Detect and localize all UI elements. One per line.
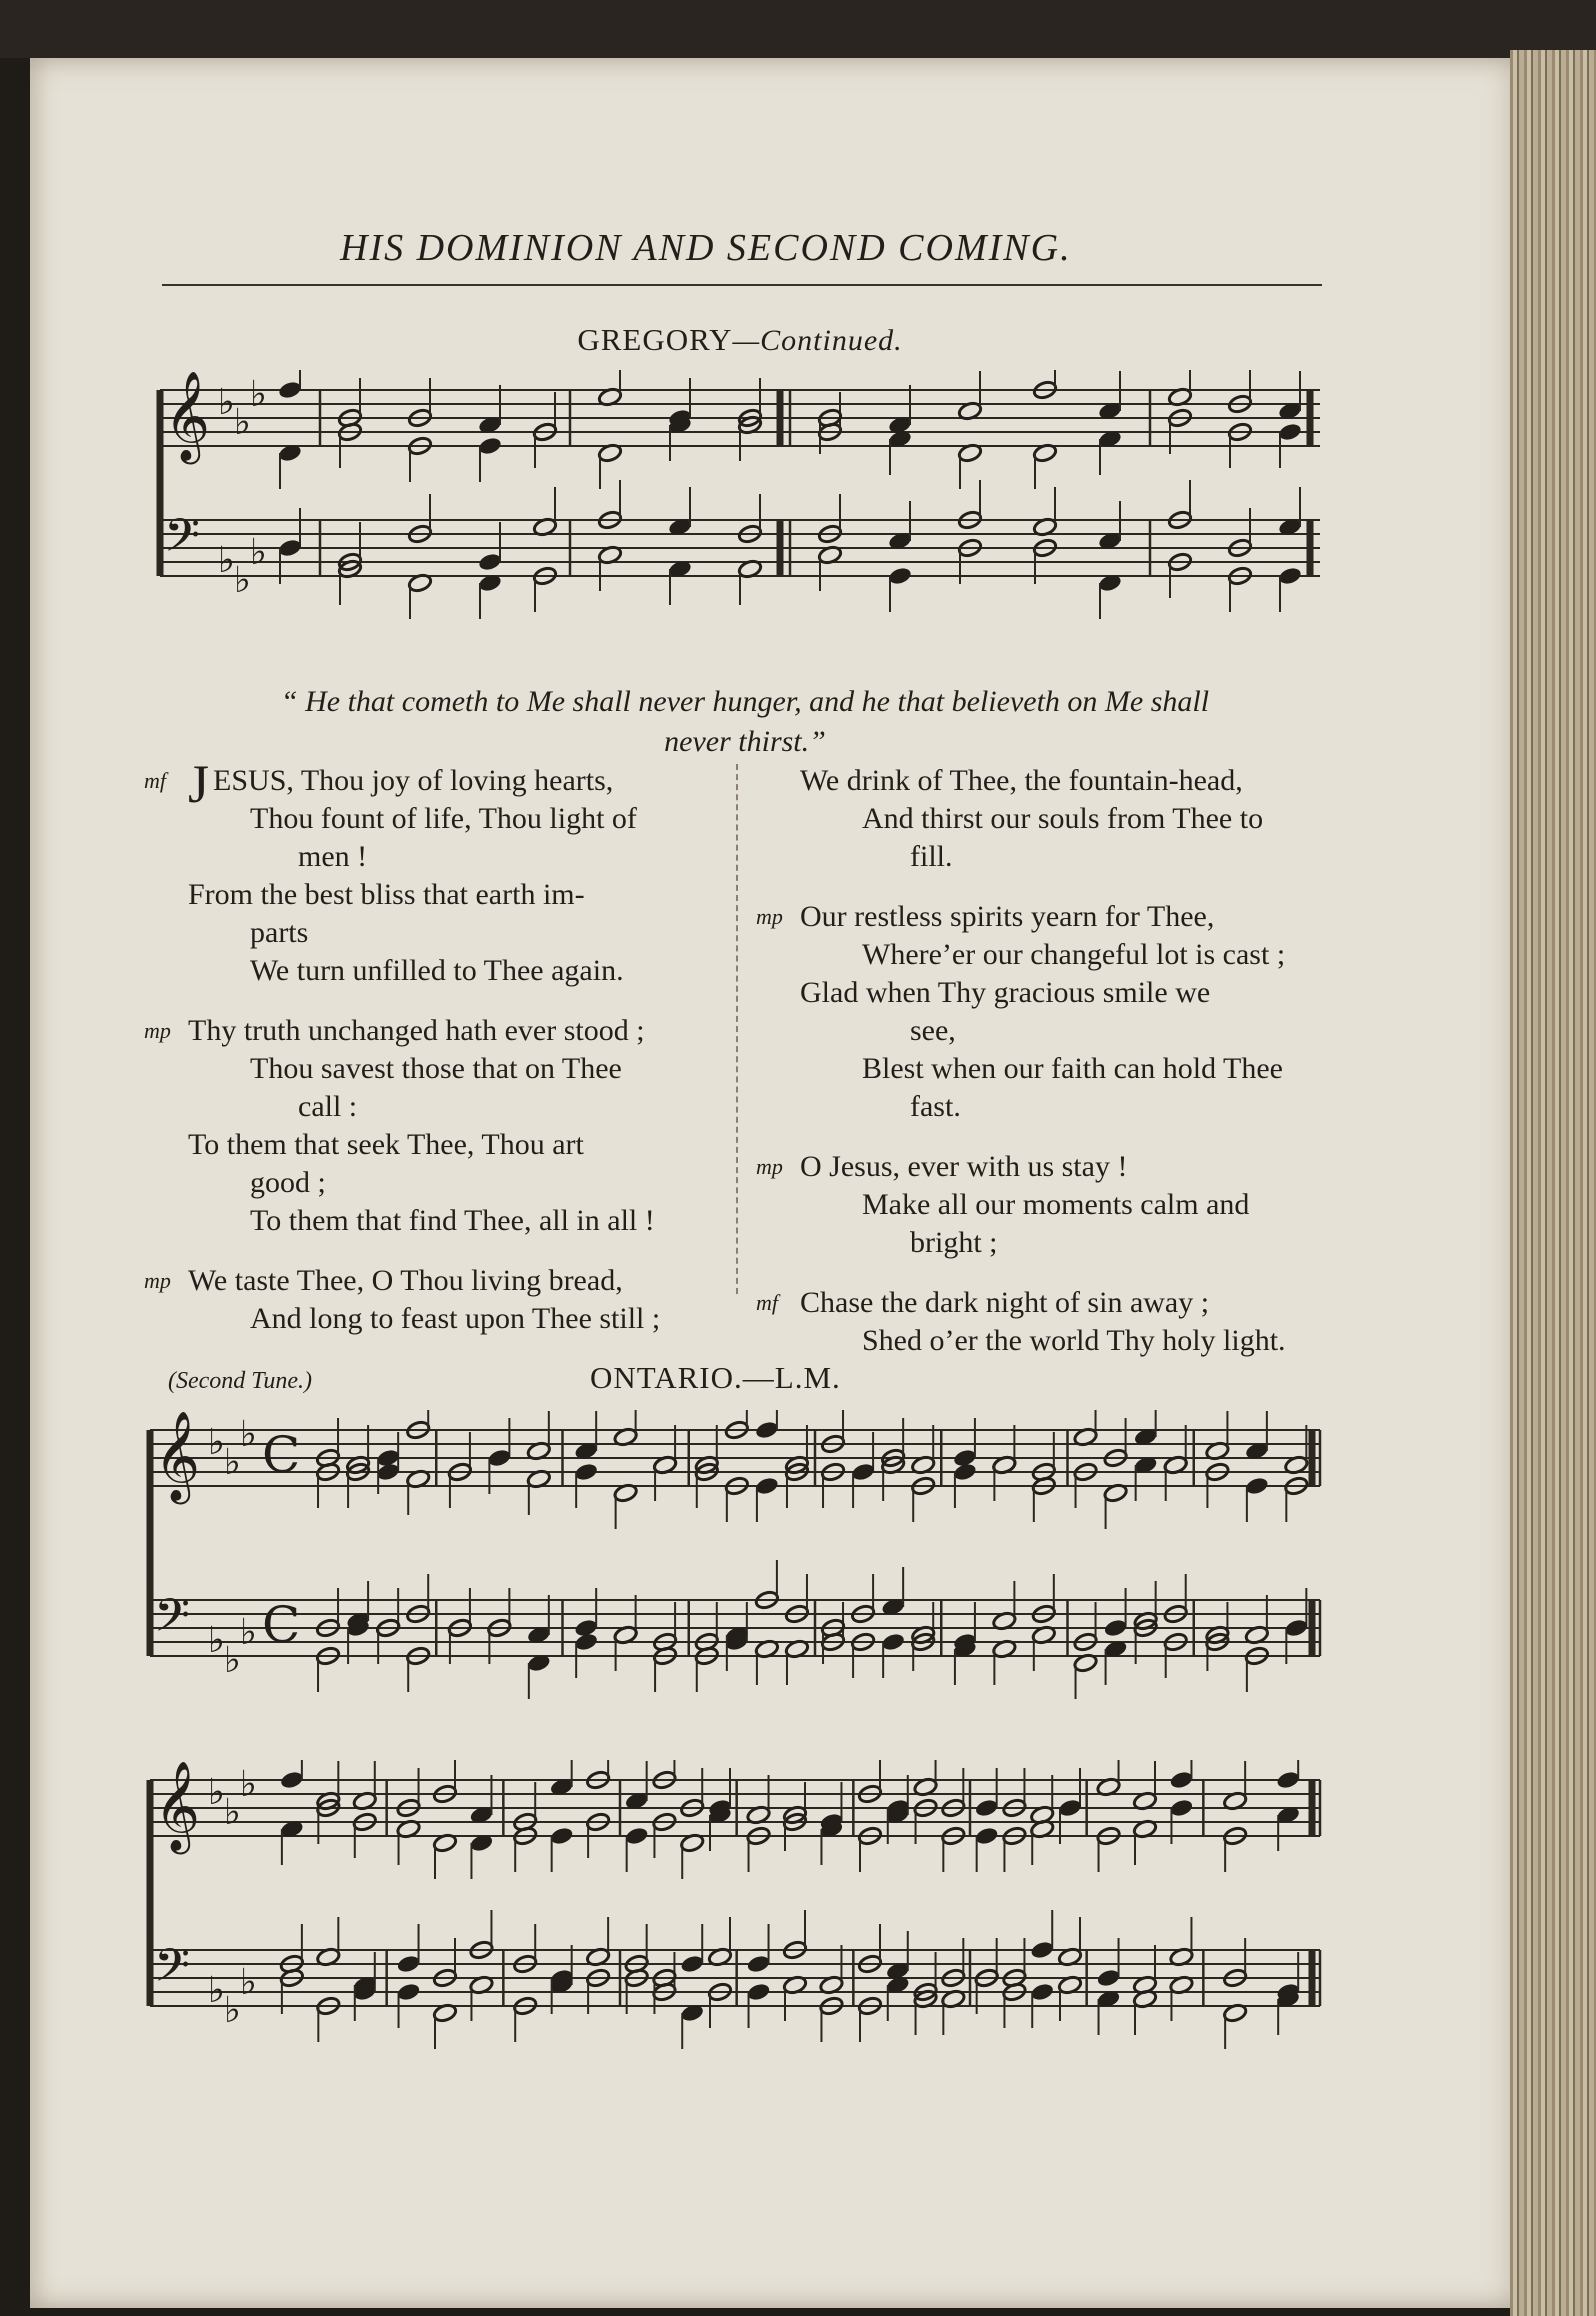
notehead (477, 552, 502, 573)
flat-sign: ♭ (208, 1970, 225, 2011)
flat-sign: ♭ (234, 402, 251, 443)
music-score-ontario-2 (140, 1760, 1340, 2060)
notehead (487, 1448, 512, 1469)
verse-line: good ; (250, 1166, 326, 1199)
notehead (1096, 1968, 1121, 1989)
dynamic-marking: mf (756, 1290, 778, 1315)
notehead (880, 1632, 905, 1653)
verse-line-text: ESUS, Thou joy of loving hearts, (213, 764, 614, 797)
verse-line: To them that seek Thee, Thou art (188, 1128, 584, 1161)
book-binding (0, 0, 1596, 58)
verse-line: fill. (910, 840, 953, 873)
notehead (1029, 1940, 1054, 1961)
verse-line: And thirst our souls from Thee to (862, 802, 1264, 835)
flat-sign: ♭ (234, 560, 251, 601)
verse-line: Blest when our faith can hold Thee (862, 1052, 1283, 1085)
notehead (850, 1462, 875, 1483)
notehead (1169, 1798, 1194, 1819)
notehead (754, 1420, 779, 1441)
notehead (974, 1826, 999, 1847)
notehead (1103, 1618, 1128, 1639)
quote-line-2: never thirst.” (664, 725, 826, 758)
drop-cap: J (188, 754, 210, 814)
flat-sign: ♭ (208, 1422, 225, 1463)
notehead (754, 1476, 779, 1497)
verse-line: Chase the dark night of sin away ; (800, 1286, 1210, 1319)
running-head: HIS DOMINION AND SECOND COMING. (340, 227, 1072, 269)
notehead (375, 1448, 400, 1469)
notehead (277, 380, 302, 401)
column-divider (736, 764, 738, 1294)
music-score-ontario-1 (140, 1410, 1340, 1710)
bass-clef: 𝄢 (164, 509, 201, 574)
verse-line: men ! (298, 840, 368, 873)
notehead (974, 1798, 999, 1819)
stanza (756, 898, 1330, 1126)
notehead (1057, 1798, 1082, 1819)
scripture-quote (190, 682, 1300, 762)
notehead (477, 436, 502, 457)
tune-title-gregory (480, 322, 1000, 358)
time-signature: C (262, 1596, 301, 1654)
treble-clef: 𝄞 (154, 1411, 201, 1501)
tune-name: GREGORY (577, 322, 733, 357)
flat-sign: ♭ (224, 1792, 241, 1833)
stanza (144, 754, 718, 990)
flat-sign: ♭ (240, 1764, 257, 1805)
verse-line: Glad when Thy gracious smile we (800, 976, 1211, 1009)
notehead (1284, 1618, 1309, 1639)
verse-line: Our restless spirits yearn for Thee, (800, 900, 1215, 933)
music-score-gregory (150, 370, 1350, 660)
flat-sign: ♭ (250, 532, 267, 573)
quote-line-1: “ He that cometh to Me shall never hunger, and he that believeth on Me shall (280, 685, 1210, 718)
notehead (746, 1954, 771, 1975)
bass-clef: 𝄢 (154, 1939, 191, 2004)
dynamic-marking: mp (756, 1154, 783, 1179)
flat-sign: ♭ (208, 1620, 225, 1661)
notehead (1244, 1476, 1269, 1497)
header-rule (162, 284, 1322, 286)
flat-sign: ♭ (224, 1990, 241, 2031)
verse-line: Thou savest those that on Thee (250, 1052, 622, 1085)
stanza (756, 1284, 1330, 1360)
verse-line: To them that find Thee, all in all ! (250, 1204, 655, 1237)
verse-line: We drink of Thee, the fountain-head, (800, 764, 1243, 797)
flat-sign: ♭ (224, 1442, 241, 1483)
dynamic-marking: mf (144, 768, 166, 793)
verse-line: Thou fount of life, Thou light of (250, 802, 637, 835)
notehead (573, 1632, 598, 1653)
flat-sign: ♭ (240, 1612, 257, 1653)
verse-line: see, (910, 1014, 956, 1047)
treble-clef: 𝄞 (164, 371, 211, 461)
tune-title-ontario: ONTARIO.—L.M. (590, 1360, 841, 1395)
notehead (679, 1954, 704, 1975)
verse-line: We turn unfilled to Thee again. (250, 954, 624, 987)
stanza (144, 1012, 718, 1240)
verse-line: O Jesus, ever with us stay ! (800, 1150, 1128, 1183)
verse-line: fast. (910, 1090, 961, 1123)
flat-sign: ♭ (240, 1962, 257, 2003)
notehead (573, 1462, 598, 1483)
treble-clef: 𝄞 (154, 1761, 201, 1851)
time-signature: C (262, 1426, 301, 1484)
verse-line: Make all our moments calm and (862, 1188, 1250, 1221)
verse-line: And long to feast upon Thee still ; (250, 1302, 661, 1335)
notehead (277, 538, 302, 559)
notehead (1169, 1770, 1194, 1791)
notehead (1277, 566, 1302, 587)
flat-sign: ♭ (218, 382, 235, 423)
notehead (952, 1462, 977, 1483)
flat-sign: ♭ (224, 1640, 241, 1681)
notehead (396, 1954, 421, 1975)
stanza (800, 762, 1330, 876)
verse-line: We taste Thee, O Thou living bread, (188, 1264, 623, 1297)
stanza (144, 1262, 718, 1338)
notehead (1277, 422, 1302, 443)
notehead (549, 1826, 574, 1847)
notehead (396, 1982, 421, 2003)
verse-line: call : (298, 1090, 358, 1123)
verse-line: Shed o’er the world Thy holy light. (862, 1324, 1286, 1357)
notehead (1275, 1770, 1300, 1791)
tune-subtitle: (Second Tune.) (168, 1368, 312, 1394)
verse-line: Where’er our changeful lot is cast ; (862, 938, 1286, 971)
flat-sign: ♭ (218, 540, 235, 581)
verse-line: From the best bliss that earth im- (188, 878, 585, 911)
tune-suffix: —Continued. (732, 324, 903, 357)
verse-line (188, 754, 718, 814)
notehead (624, 1826, 649, 1847)
notehead (887, 566, 912, 587)
verse-line: bright ; (910, 1226, 998, 1259)
dynamic-marking: mp (144, 1018, 171, 1043)
dynamic-marking: mp (144, 1268, 171, 1293)
bass-clef: 𝄢 (154, 1589, 191, 1654)
dynamic-marking: mp (756, 904, 783, 929)
notehead (1029, 1982, 1054, 2003)
notehead (279, 1770, 304, 1791)
flat-sign: ♭ (240, 1414, 257, 1455)
verse-line: parts (250, 916, 309, 949)
page-edges (1510, 50, 1596, 2316)
stanza (756, 1148, 1330, 1262)
flat-sign: ♭ (250, 374, 267, 415)
hymn-column-left (144, 754, 718, 1360)
hymn-column-right (756, 762, 1330, 1382)
notehead (746, 1982, 771, 2003)
flat-sign: ♭ (208, 1772, 225, 1813)
verse-line: Thy truth unchanged hath ever stood ; (188, 1014, 645, 1047)
